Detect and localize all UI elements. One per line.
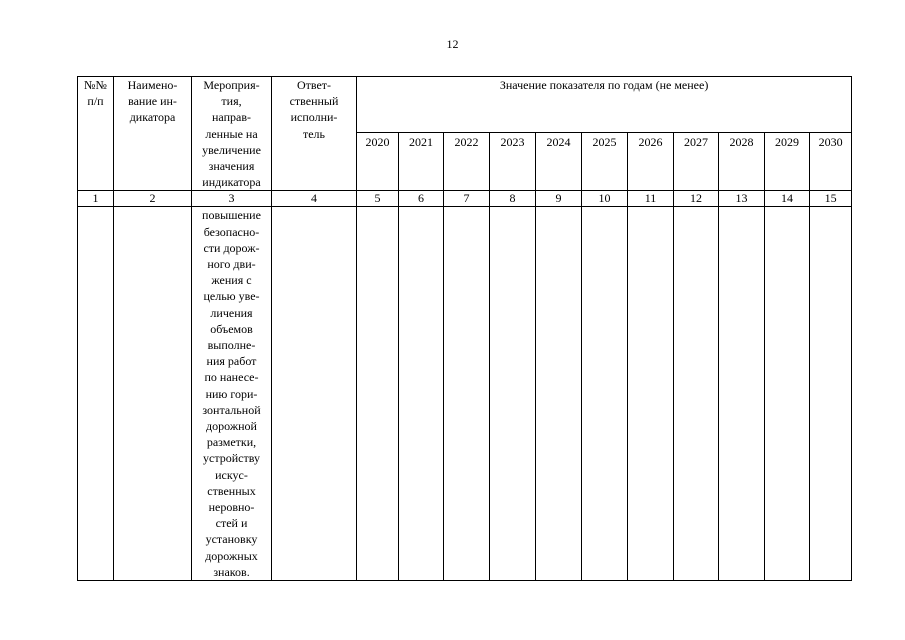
header-number: №№ п/п [78, 77, 114, 191]
cell-year-value [357, 207, 399, 581]
column-number: 13 [719, 191, 765, 207]
header-year: 2026 [628, 132, 674, 191]
header-year: 2022 [444, 132, 490, 191]
column-number: 7 [444, 191, 490, 207]
header-year: 2020 [357, 132, 399, 191]
cell-year-value [582, 207, 628, 581]
column-number: 11 [628, 191, 674, 207]
cell-year-value [719, 207, 765, 581]
column-number: 3 [192, 191, 272, 207]
column-number: 15 [810, 191, 852, 207]
column-number: 2 [114, 191, 192, 207]
indicator-table [77, 76, 852, 581]
table-row [78, 207, 852, 581]
cell-year-value [490, 207, 536, 581]
header-indicator-name: Наимено- вание ин- дикатора [114, 77, 192, 191]
header-year: 2028 [719, 132, 765, 191]
column-number: 5 [357, 191, 399, 207]
cell-number [78, 207, 114, 581]
column-number: 4 [272, 191, 357, 207]
column-number: 9 [536, 191, 582, 207]
column-number: 8 [490, 191, 536, 207]
header-year: 2027 [674, 132, 719, 191]
cell-year-value [536, 207, 582, 581]
header-year: 2025 [582, 132, 628, 191]
header-row-top [78, 77, 852, 133]
cell-measures: повышение безопасно- сти дорож- ного дви- жения с целью уве- личения объемов выполне- ния работ по нанесе- нию гори- зонтальной дорожной разметки, устройству искус- ственных неровно- стей и установку дорожных знаков. [192, 207, 272, 581]
column-number: 10 [582, 191, 628, 207]
cell-year-value [765, 207, 810, 581]
cell-indicator-name [114, 207, 192, 581]
header-years-group: Значение показателя по годам (не менее) [357, 77, 852, 133]
column-number: 6 [399, 191, 444, 207]
cell-year-value [444, 207, 490, 581]
header-measures: Мероприя- тия, направ- ленные на увеличение значения индикатора [192, 77, 272, 191]
header-year: 2021 [399, 132, 444, 191]
header-year: 2023 [490, 132, 536, 191]
page-number: 12 [446, 37, 459, 51]
column-number: 1 [78, 191, 114, 207]
cell-responsible [272, 207, 357, 581]
header-responsible: Ответ- ственный исполни- тель [272, 77, 357, 191]
cell-year-value [628, 207, 674, 581]
column-number: 14 [765, 191, 810, 207]
header-year: 2024 [536, 132, 582, 191]
cell-year-value [399, 207, 444, 581]
header-year: 2030 [810, 132, 852, 191]
cell-year-value [810, 207, 852, 581]
column-number: 12 [674, 191, 719, 207]
column-numbers-row [78, 191, 852, 207]
cell-year-value [674, 207, 719, 581]
header-year: 2029 [765, 132, 810, 191]
